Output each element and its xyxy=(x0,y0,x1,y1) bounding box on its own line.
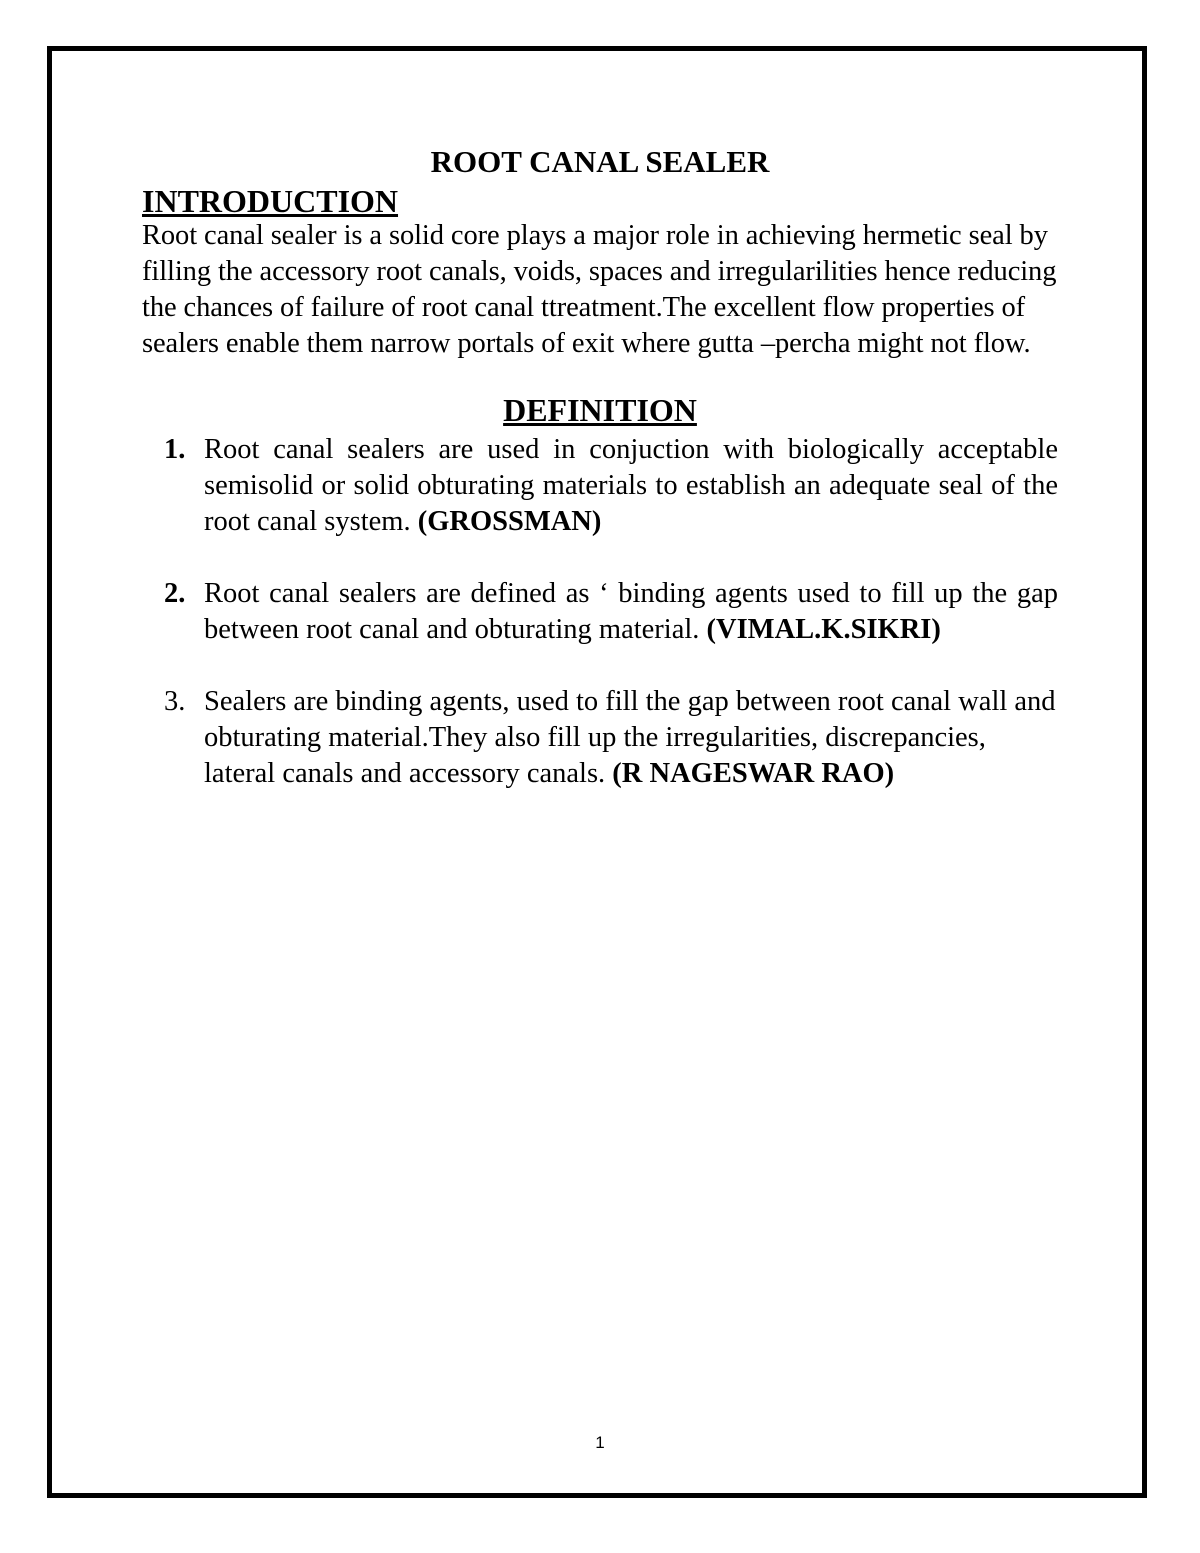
definition-list xyxy=(142,432,1058,792)
page-number: 1 xyxy=(595,1433,605,1452)
definition-item-3 xyxy=(142,684,1058,792)
definition-text-block xyxy=(204,432,1058,540)
introduction-paragraph: Root canal sealer is a solid core plays a major role in achieving hermetic seal by filling the accessory root canals, voids, spaces and irregularilities hence reducing the chances of failure of root canal ttreatment.The excellent flow properties of sealers enable them narrow portals of exit where gutta –percha might not flow. xyxy=(142,220,1057,359)
definition-number: 3. xyxy=(164,686,186,717)
document-body xyxy=(142,140,1058,828)
definition-number: 2. xyxy=(164,578,186,609)
definition-citation: (VIMAL.K.SIKRI) xyxy=(706,614,941,645)
definition-heading: DEFINITION xyxy=(503,392,697,428)
definition-item-1 xyxy=(142,432,1058,540)
definition-item-2 xyxy=(142,576,1058,648)
definition-text: Sealers are binding agents, used to fill the gap between root canal wall and obturating material.They also fill up the irregularities, discrepancies, lateral canals and accessory canals. xyxy=(204,686,1056,789)
definition-citation: (R NAGESWAR RAO) xyxy=(612,758,895,789)
document-title: ROOT CANAL SEALER xyxy=(430,144,770,179)
definition-text-block xyxy=(204,684,1058,792)
definition-number: 1. xyxy=(164,434,186,465)
definition-text: Root canal sealers are used in conjuction with biologically acceptable semisolid or solid obturating materials to establish an adequate seal of the root canal system. xyxy=(204,434,1058,537)
definition-citation: (GROSSMAN) xyxy=(417,506,602,537)
introduction-heading: INTRODUCTION xyxy=(142,183,399,219)
definition-text-block xyxy=(204,576,1058,648)
definition-text: Root canal sealers are defined as ‘ binding agents used to fill up the gap between root canal and obturating material. xyxy=(204,578,1058,645)
